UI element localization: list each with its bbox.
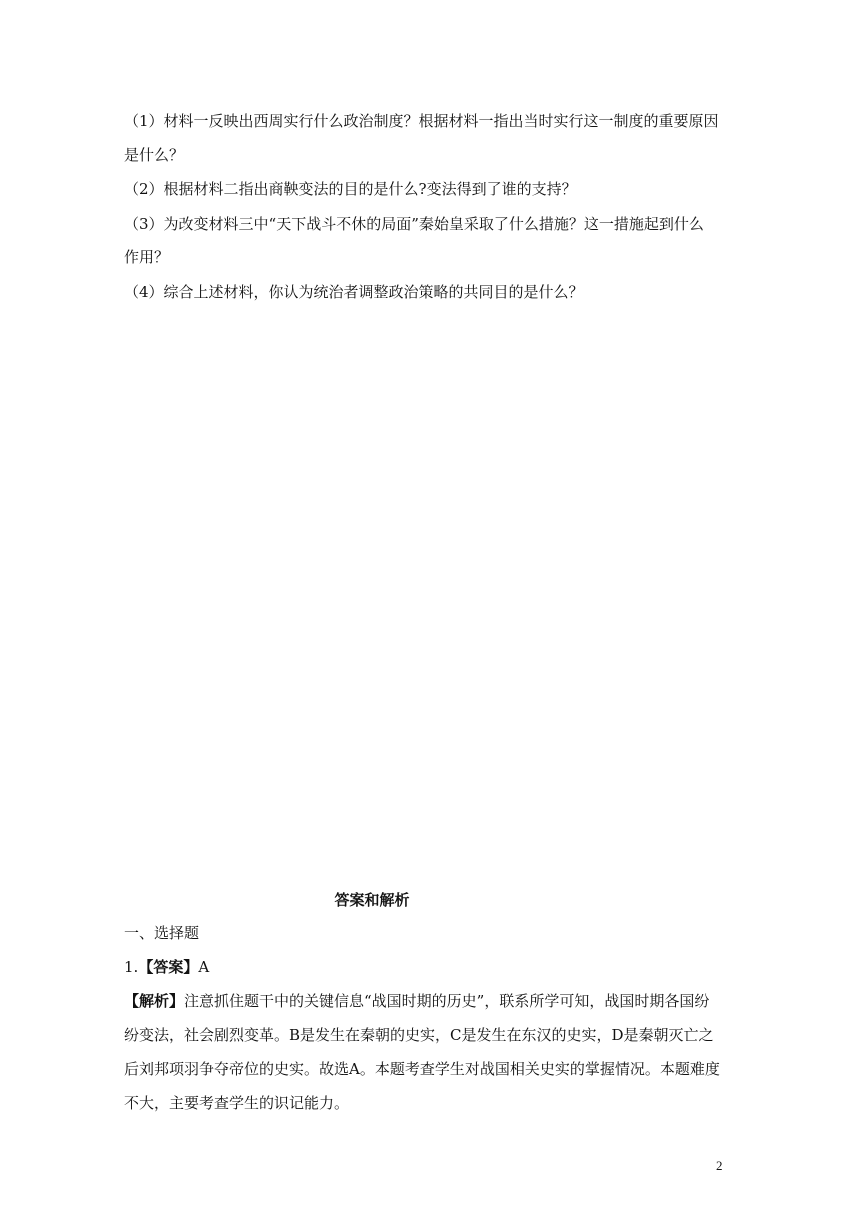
answer-value: A (198, 958, 210, 976)
answer-1 (124, 957, 736, 977)
analysis-line-1 (124, 991, 736, 1011)
analysis-text-1: 注意抓住题干中的关键信息“战国时期的历史”，联系所学可知，战国时期各国纷 (184, 992, 710, 1010)
question-3-line-2: 作用？ (124, 248, 170, 266)
answer-label: 【答案】 (138, 958, 199, 976)
question-1-line-1: （1）材料一反映出西周实行什么政治制度？根据材料一指出当时实行这一制度的重要原因 (124, 112, 719, 130)
question-4: （4）综合上述材料，你认为统治者调整政治策略的共同目的是什么？ (124, 283, 584, 301)
answers-title-text: 答案和解析 (334, 891, 410, 909)
analysis-label: 【解析】 (124, 992, 185, 1010)
analysis-line-3: 后刘邦项羽争夺帝位的史实。故选A。本题考查学生对战国相关史实的掌握情况。本题难度 (124, 1060, 720, 1078)
section-heading: 一、选择题 (124, 924, 200, 942)
analysis-line-2: 纷变法，社会剧烈变革。B是发生在秦朝的史实，C是发生在东汉的史实，D是秦朝灭亡之 (124, 1026, 714, 1044)
answer-item-number: 1. (124, 958, 139, 976)
answers-title (0, 889, 860, 910)
question-1-line-2: 是什么？ (124, 146, 185, 164)
analysis-line-4: 不大，主要考查学生的识记能力。 (124, 1094, 350, 1112)
question-2: （2）根据材料二指出商鞅变法的目的是什么?变法得到了谁的支持？ (124, 180, 577, 198)
page-number: 2 (716, 1158, 723, 1173)
question-3-line-1: （3）为改变材料三中“天下战斗不休的局面”秦始皇采取了什么措施？这一措施起到什么 (124, 215, 704, 233)
